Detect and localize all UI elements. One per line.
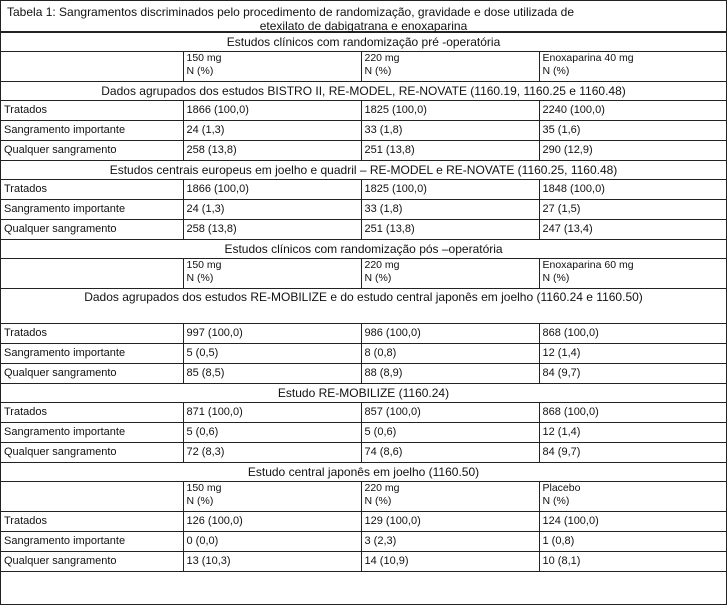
- value-cell: 1825 (100,0): [361, 101, 539, 121]
- section-heading-title: Estudos clínicos com randomização pré -operatória: [1, 33, 726, 52]
- value-cell: 129 (100,0): [361, 512, 539, 532]
- group-heading-title: Estudos centrais europeus em joelho e quadril – RE-MODEL e RE-NOVATE (1160.25, 1160.48): [1, 161, 726, 180]
- row-label: Tratados: [1, 512, 183, 532]
- table-body: [1, 33, 726, 572]
- dose-label: Enoxaparina 60 mg: [542, 259, 634, 271]
- value-cell: 33 (1,8): [361, 200, 539, 220]
- table-row: [1, 364, 726, 384]
- dose-header-cell: [539, 52, 726, 82]
- value-cell: 24 (1,3): [183, 200, 361, 220]
- value-cell: 33 (1,8): [361, 121, 539, 141]
- value-cell: 868 (100,0): [539, 324, 726, 344]
- value-cell: 0 (0,0): [183, 532, 361, 552]
- unit-label: N (%): [542, 65, 570, 77]
- dose-label: 220 mg: [364, 482, 400, 494]
- dose-header-row: [1, 259, 726, 289]
- dose-header-cell: [183, 52, 361, 82]
- value-cell: 1 (0,8): [539, 532, 726, 552]
- table-row: [1, 512, 726, 532]
- row-label: Tratados: [1, 101, 183, 121]
- value-cell: 85 (8,5): [183, 364, 361, 384]
- row-label: Sangramento importante: [1, 200, 183, 220]
- value-cell: 986 (100,0): [361, 324, 539, 344]
- table-row: [1, 443, 726, 463]
- unit-label: N (%): [186, 65, 214, 77]
- dose-header-row: [1, 52, 726, 82]
- dose-label: 150 mg: [186, 259, 222, 271]
- value-cell: 126 (100,0): [183, 512, 361, 532]
- value-cell: 35 (1,6): [539, 121, 726, 141]
- value-cell: 5 (0,6): [361, 423, 539, 443]
- caption-line-2: etexilato de dabigatrana e enoxaparina: [259, 19, 468, 33]
- unit-label: N (%): [364, 272, 392, 284]
- table-row: [1, 101, 726, 121]
- row-label: Sangramento importante: [1, 121, 183, 141]
- value-cell: 74 (8,6): [361, 443, 539, 463]
- value-cell: 258 (13,8): [183, 220, 361, 240]
- group-heading: [1, 384, 726, 403]
- value-cell: 290 (12,9): [539, 141, 726, 161]
- value-cell: 871 (100,0): [183, 403, 361, 423]
- value-cell: 251 (13,8): [361, 220, 539, 240]
- value-cell: 8 (0,8): [361, 344, 539, 364]
- section-heading-title: Estudos clínicos com randomização pós –operatória: [1, 240, 726, 259]
- value-cell: 88 (8,9): [361, 364, 539, 384]
- value-cell: 857 (100,0): [361, 403, 539, 423]
- value-cell: 1848 (100,0): [539, 180, 726, 200]
- group-heading-title: Estudo central japonês em joelho (1160.50): [1, 463, 726, 482]
- value-cell: 5 (0,5): [183, 344, 361, 364]
- row-label: Tratados: [1, 180, 183, 200]
- group-heading: [1, 82, 726, 101]
- dose-label: 220 mg: [364, 52, 400, 64]
- value-cell: 13 (10,3): [183, 552, 361, 572]
- value-cell: 868 (100,0): [539, 403, 726, 423]
- unit-label: N (%): [542, 495, 570, 507]
- section-heading: [1, 240, 726, 259]
- value-cell: 1866 (100,0): [183, 180, 361, 200]
- table-row: [1, 403, 726, 423]
- caption-line-1: Tabela 1: Sangramentos discriminados pelo procedimento de randomização, gravidade e dose utilizada de: [7, 5, 575, 19]
- row-label: Tratados: [1, 324, 183, 344]
- value-cell: 997 (100,0): [183, 324, 361, 344]
- dose-header-row: [1, 482, 726, 512]
- bleeding-table: [1, 32, 726, 572]
- row-label: Qualquer sangramento: [1, 220, 183, 240]
- value-cell: 1866 (100,0): [183, 101, 361, 121]
- dose-label: 150 mg: [186, 482, 222, 494]
- value-cell: 3 (2,3): [361, 532, 539, 552]
- table-row: [1, 220, 726, 240]
- value-cell: 72 (8,3): [183, 443, 361, 463]
- dose-label: 150 mg: [186, 52, 222, 64]
- group-heading-title: Estudo RE-MOBILIZE (1160.24): [1, 384, 726, 403]
- group-heading-title: Dados agrupados dos estudos RE-MOBILIZE e do estudo central japonês em joelho (1160.24 e 1160.50): [1, 289, 726, 324]
- row-label: Sangramento importante: [1, 532, 183, 552]
- value-cell: 12 (1,4): [539, 344, 726, 364]
- row-label: Qualquer sangramento: [1, 552, 183, 572]
- dose-header-cell: [361, 482, 539, 512]
- dose-header-cell: [361, 52, 539, 82]
- table-row: [1, 532, 726, 552]
- dose-header-cell: [183, 259, 361, 289]
- row-label: Qualquer sangramento: [1, 141, 183, 161]
- unit-label: N (%): [186, 495, 214, 507]
- value-cell: 12 (1,4): [539, 423, 726, 443]
- unit-label: N (%): [364, 65, 392, 77]
- table-row: [1, 552, 726, 572]
- row-label: Tratados: [1, 403, 183, 423]
- value-cell: 258 (13,8): [183, 141, 361, 161]
- row-label: Sangramento importante: [1, 344, 183, 364]
- row-label: Qualquer sangramento: [1, 364, 183, 384]
- value-cell: 247 (13,4): [539, 220, 726, 240]
- value-cell: 124 (100,0): [539, 512, 726, 532]
- table-row: [1, 180, 726, 200]
- value-cell: 1825 (100,0): [361, 180, 539, 200]
- group-heading: [1, 161, 726, 180]
- value-cell: 24 (1,3): [183, 121, 361, 141]
- row-label: Sangramento importante: [1, 423, 183, 443]
- table-row: [1, 121, 726, 141]
- unit-label: N (%): [542, 272, 570, 284]
- table-row: [1, 324, 726, 344]
- table-caption: [1, 1, 726, 32]
- value-cell: 10 (8,1): [539, 552, 726, 572]
- value-cell: 5 (0,6): [183, 423, 361, 443]
- dose-header-cell: [539, 482, 726, 512]
- row-label: Qualquer sangramento: [1, 443, 183, 463]
- header-empty-cell: [1, 52, 183, 82]
- header-empty-cell: [1, 482, 183, 512]
- dose-label: Placebo: [542, 482, 581, 494]
- value-cell: 251 (13,8): [361, 141, 539, 161]
- table-row: [1, 200, 726, 220]
- group-heading-title: Dados agrupados dos estudos BISTRO II, RE-MODEL, RE-NOVATE (1160.19, 1160.25 e 1160.48): [1, 82, 726, 101]
- header-empty-cell: [1, 259, 183, 289]
- table-row: [1, 344, 726, 364]
- table-row: [1, 423, 726, 443]
- dose-label: 220 mg: [364, 259, 400, 271]
- dose-header-cell: [361, 259, 539, 289]
- dose-label: Enoxaparina 40 mg: [542, 52, 634, 64]
- value-cell: 2240 (100,0): [539, 101, 726, 121]
- value-cell: 14 (10,9): [361, 552, 539, 572]
- unit-label: N (%): [186, 272, 214, 284]
- value-cell: 84 (9,7): [539, 443, 726, 463]
- dose-header-cell: [539, 259, 726, 289]
- group-heading: [1, 463, 726, 482]
- value-cell: 84 (9,7): [539, 364, 726, 384]
- dose-header-cell: [183, 482, 361, 512]
- group-heading: [1, 289, 726, 324]
- table-row: [1, 141, 726, 161]
- unit-label: N (%): [364, 495, 392, 507]
- section-heading: [1, 33, 726, 52]
- value-cell: 27 (1,5): [539, 200, 726, 220]
